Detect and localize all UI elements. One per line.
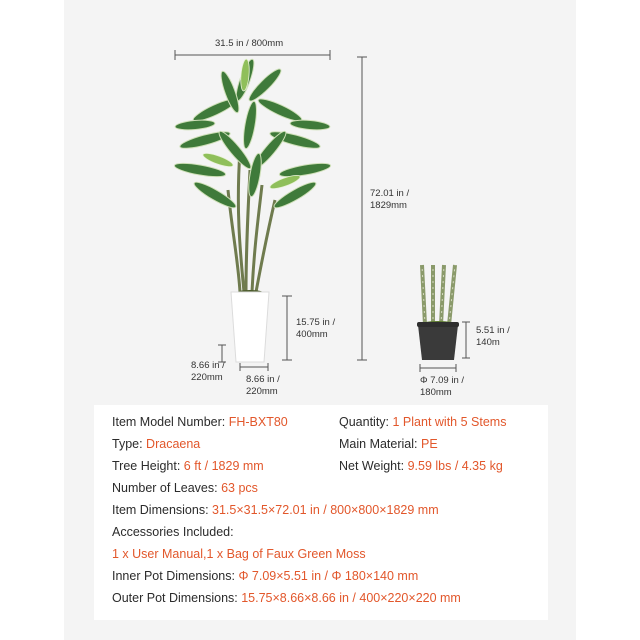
spec-model bbox=[112, 415, 288, 429]
spec-type-value: Dracaena bbox=[146, 437, 201, 451]
spec-inner-pot bbox=[112, 569, 418, 583]
spec-type-label: Type: bbox=[112, 437, 147, 451]
spec-item-dimensions-value: 31.5×31.5×72.01 in / 800×800×1829 mm bbox=[212, 503, 439, 517]
spec-leaves bbox=[112, 481, 258, 495]
spec-model-label: Item Model Number: bbox=[112, 415, 229, 429]
spec-tree-height-value: 6 ft / 1829 mm bbox=[183, 459, 264, 473]
spec-net-weight-label: Net Weight: bbox=[339, 459, 408, 473]
inner-pot-diameter-label-line2: 180mm bbox=[420, 387, 452, 398]
spec-tree-height bbox=[112, 459, 264, 473]
height-dimension-label-line1: 72.01 in / bbox=[370, 188, 410, 199]
spec-outer-pot bbox=[112, 591, 461, 605]
spec-material bbox=[339, 437, 438, 451]
spec-panel bbox=[94, 405, 548, 620]
pot-width-label-line2: 220mm bbox=[246, 386, 278, 397]
pot-height-label-line2: 400mm bbox=[296, 329, 328, 340]
spec-type bbox=[112, 437, 200, 451]
plant-foliage bbox=[174, 58, 332, 212]
spec-leaves-value: 63 pcs bbox=[221, 481, 258, 495]
pot-width-label-line1: 8.66 in / bbox=[246, 374, 280, 385]
spec-model-value: FH-BXT80 bbox=[228, 415, 288, 429]
inner-pot-height-label-line1: 5.51 in / bbox=[476, 325, 510, 336]
spec-accessories-value: 1 x User Manual,1 x Bag of Faux Green Moss bbox=[112, 547, 366, 561]
inner-pot-diameter-label-line1: Φ 7.09 in / bbox=[420, 375, 465, 386]
spec-outer-pot-label: Outer Pot Dimensions: bbox=[112, 591, 242, 605]
spec-item-dimensions bbox=[112, 503, 439, 517]
width-dimension-label: 31.5 in / 800mm bbox=[215, 38, 284, 49]
spec-inner-pot-value: Φ 7.09×5.51 in / Φ 180×140 mm bbox=[238, 569, 419, 583]
inner-pot-height-label-line2: 140m bbox=[476, 337, 500, 348]
spec-material-label: Main Material: bbox=[339, 437, 421, 451]
spec-tree-height-label: Tree Height: bbox=[112, 459, 184, 473]
spec-item-dimensions-label: Item Dimensions: bbox=[112, 503, 213, 517]
spec-quantity-label: Quantity: bbox=[339, 415, 393, 429]
pot-depth-label-line1: 8.66 in / bbox=[191, 360, 225, 371]
pot-height-label-line1: 15.75 in / bbox=[296, 317, 336, 328]
spec-accessories-label: Accessories Included: bbox=[112, 525, 234, 539]
height-dimension-label-line2: 1829mm bbox=[370, 200, 407, 211]
spec-inner-pot-label: Inner Pot Dimensions: bbox=[112, 569, 239, 583]
spec-material-value: PE bbox=[420, 437, 438, 451]
spec-net-weight-value: 9.59 lbs / 4.35 kg bbox=[407, 459, 503, 473]
spec-quantity bbox=[339, 415, 506, 429]
spec-leaves-label: Number of Leaves: bbox=[112, 481, 222, 495]
spec-net-weight bbox=[339, 459, 503, 473]
spec-outer-pot-value: 15.75×8.66×8.66 in / 400×220×220 mm bbox=[241, 591, 461, 605]
inner-pot-illustration bbox=[417, 265, 459, 360]
outer-pot bbox=[231, 290, 269, 362]
pot-depth-label-line2: 220mm bbox=[191, 372, 223, 383]
spec-quantity-value: 1 Plant with 5 Stems bbox=[392, 415, 507, 429]
spec-accessories bbox=[112, 547, 366, 561]
